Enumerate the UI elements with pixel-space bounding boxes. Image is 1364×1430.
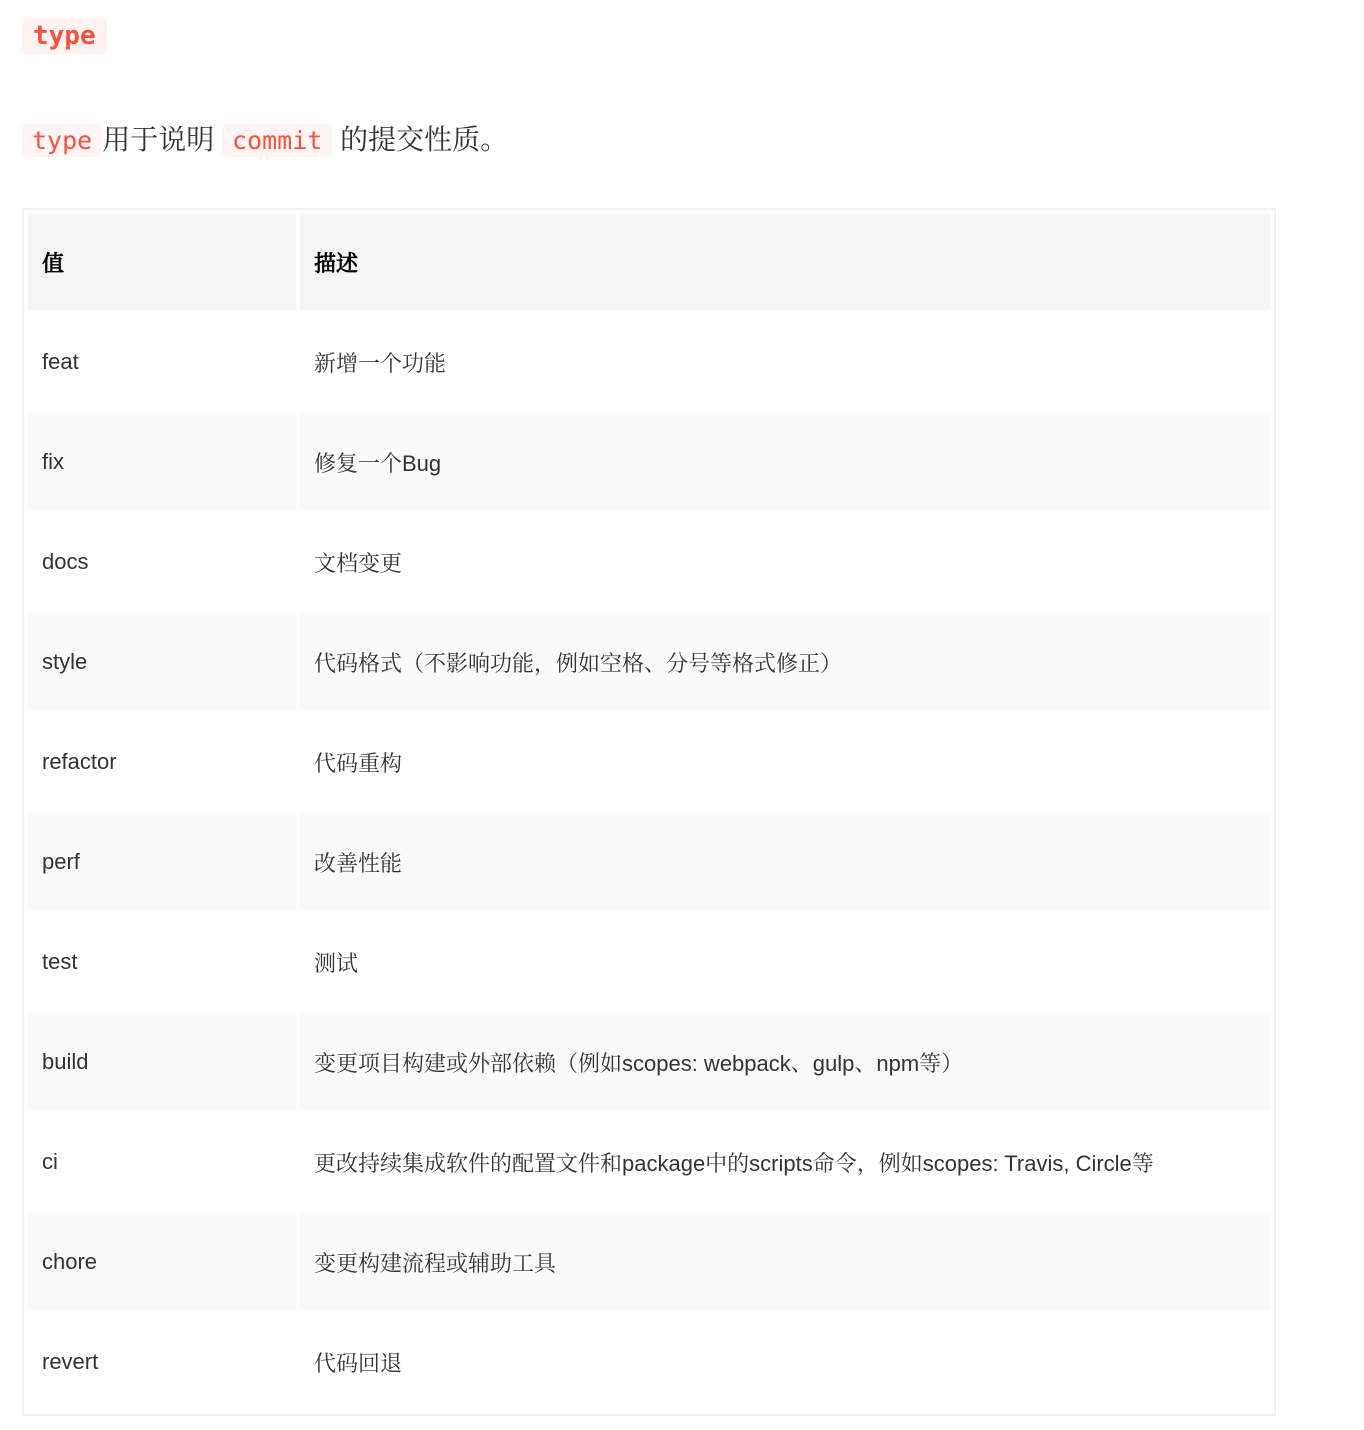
table-row <box>28 914 1270 1010</box>
inline-code: type <box>22 124 102 157</box>
table-row <box>28 714 1270 810</box>
type-description: 变更项目构建或外部依赖（例如scopes: webpack、gulp、npm等） <box>300 1014 1270 1110</box>
type-value: revert <box>42 1349 99 1374</box>
type-value: refactor <box>42 749 117 774</box>
table-row <box>28 314 1270 410</box>
type-value: build <box>28 1014 296 1110</box>
header-description: 描述 <box>300 214 1270 310</box>
table-row <box>28 1114 1270 1210</box>
type-description: 新增一个功能 <box>314 350 447 376</box>
table-row <box>28 614 1270 710</box>
type-value: perf <box>28 814 296 910</box>
type-description: 变更构建流程或辅助工具 <box>300 1214 1270 1310</box>
type-description: 更改持续集成软件的配置文件和package中的scripts命令，例如scopes: Travis, Circle等 <box>314 1150 1154 1176</box>
table-row <box>28 1014 1270 1110</box>
type-description: 文档变更 <box>314 550 403 576</box>
type-description: 代码回退 <box>314 1350 403 1376</box>
intro-text: 的提交性质。 <box>340 124 509 155</box>
table-row <box>28 514 1270 610</box>
type-description: 改善性能 <box>300 814 1270 910</box>
header-value: 值 <box>28 214 296 310</box>
type-description: 代码格式（不影响功能，例如空格、分号等格式修正） <box>300 614 1270 710</box>
type-description: 代码重构 <box>314 750 403 776</box>
intro-paragraph <box>22 120 508 161</box>
intro-text: 用于说明 <box>102 124 215 155</box>
type-description: 测试 <box>314 950 359 976</box>
type-value: fix <box>28 414 296 510</box>
type-value: chore <box>28 1214 296 1310</box>
table-row <box>28 1214 1270 1310</box>
inline-code: commit <box>222 124 332 157</box>
type-value: feat <box>42 349 79 374</box>
type-value: ci <box>42 1149 58 1174</box>
type-value: test <box>42 949 78 974</box>
type-table <box>22 208 1276 1416</box>
type-value: docs <box>42 549 89 574</box>
table-row <box>28 414 1270 510</box>
table-header-row <box>28 214 1270 310</box>
table-row <box>28 814 1270 910</box>
table-row <box>28 1314 1270 1410</box>
section-heading: type <box>22 18 107 54</box>
type-value: style <box>28 614 296 710</box>
type-description: 修复一个Bug <box>300 414 1270 510</box>
